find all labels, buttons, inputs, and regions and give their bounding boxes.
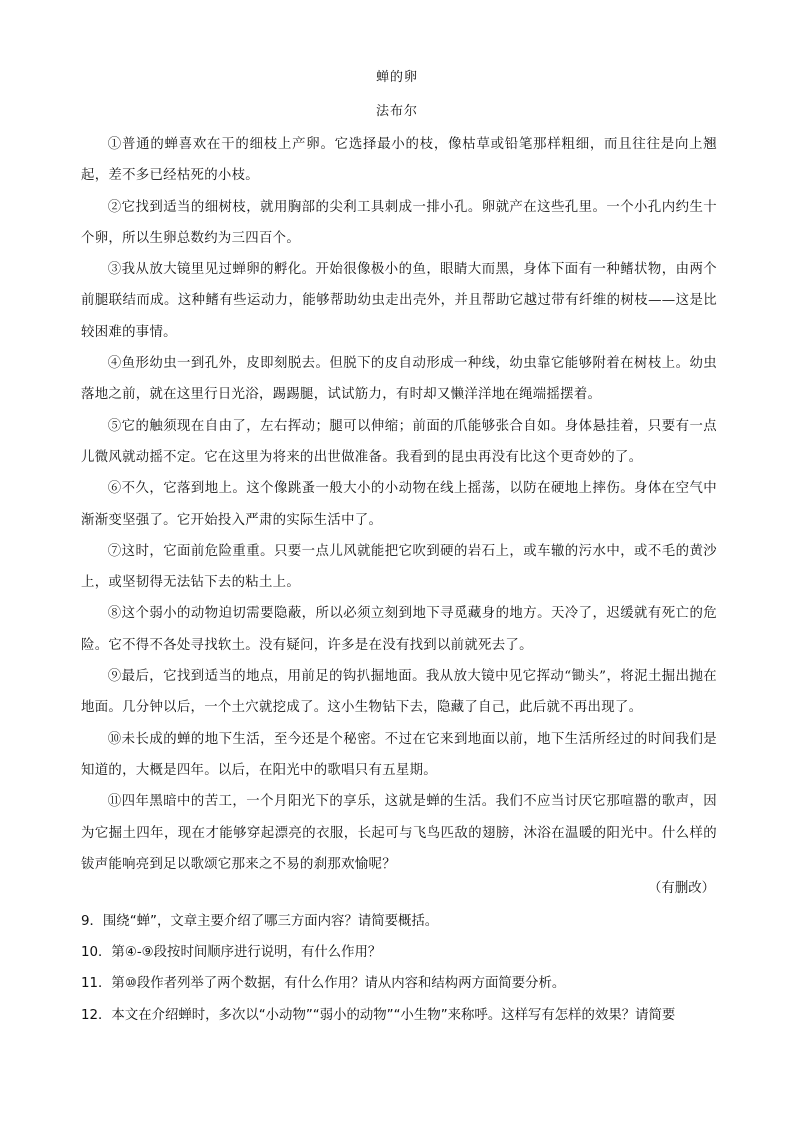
- paragraph-10: ⑩未长成的蝉的地下生活，至今还是个秘密。不过在它来到地面以前，地下生活所经过的时间我们是知道的，大概是四年。以后，在阳光中的歌唱只有五星期。: [81, 731, 717, 778]
- paragraph-2: ②它找到适当的细树枝，就用胸部的尖利工具刺成一排小孔。卵就产在这些孔里。一个小孔内约生十个卵，所以生卵总数约为三四百个。: [81, 199, 717, 246]
- paragraph-3: ③我从放大镜里见过蝉卵的孵化。开始很像极小的鱼，眼睛大而黑，身体下面有一种鳍状物，由两个前腿联结而成。这种鳍有些运动力，能够帮助幼虫走出壳外，并且帮助它越过带有纤维的树枝——这是比较困难的事情。: [81, 262, 717, 340]
- edit-note: （有删改）: [648, 881, 715, 896]
- paragraph-4: ④鱼形幼虫一到孔外，皮即刻脱去。但脱下的皮自动形成一种线，幼虫靠它能够附着在树枝上。幼虫落地之前，就在这里行日光浴，踢踢腿，试试筋力，有时却又懒洋洋地在绳端摇摆着。: [81, 356, 717, 403]
- question-list: [81, 906, 721, 1031]
- question-10: 10．第④-⑨段按时间顺序进行说明，有什么作用？: [81, 945, 382, 961]
- paragraph-6: ⑥不久，它落到地上。这个像跳蚤一般大小的小动物在线上摇荡，以防在硬地上摔伤。身体在空气中渐渐变坚强了。它开始投入严肃的实际生活中了。: [81, 481, 717, 528]
- question-12: 12．本文在介绍蝉时，多次以“小动物”“弱小的动物”“小生物”来称呼。这样写有怎样的效果？请简要: [81, 1007, 676, 1023]
- paragraph-9: ⑨最后，它找到适当的地点，用前足的钩扒掘地面。我从放大镜中见它挥动“锄头”，将泥土掘出抛在地面。几分钟以后，一个土穴就挖成了。这小生物钻下去，隐藏了自己，此后就不再出现了。: [81, 669, 717, 716]
- paragraph-11: ⑪四年黑暗中的苦工，一个月阳光下的享乐，这就是蝉的生活。我们不应当讨厌它那喧嚣的歌声，因为它掘土四年，现在才能够穿起漂亮的衣服，长起可与飞鸟匹敌的翅膀，沐浴在温暖的阳光中。什么样的钹声能响亮到足以歌颂它那来之不易的刹那欢愉呢？: [81, 794, 717, 872]
- article-title: 蝉的卵: [375, 70, 418, 85]
- article-body: [81, 129, 717, 880]
- paragraph-8: ⑧这个弱小的动物迫切需要隐蔽，所以必须立刻到地下寻觅藏身的地方。天冷了，迟缓就有死亡的危险。它不得不各处寻找软土。没有疑问，许多是在没有找到以前就死去了。: [81, 606, 717, 653]
- question-11: 11．第⑩段作者列举了两个数据，有什么作用？请从内容和结构两方面简要分析。: [81, 976, 566, 992]
- paragraph-5: ⑤它的触须现在自由了，左右挥动；腿可以伸缩；前面的爪能够张合自如。身体悬挂着，只要有一点儿微风就动摇不定。它在这里为将来的出世做准备。我看到的昆虫再没有比这个更奇妙的了。: [81, 418, 717, 465]
- question-9: 9．围绕“蝉”，文章主要介绍了哪三方面内容？请简要概括。: [81, 914, 439, 929]
- paragraph-1: ①普通的蝉喜欢在干的细枝上产卵。它选择最小的枝，像枯草或铅笔那样粗细，而且往往是向上翘起，差不多已经枯死的小枝。: [81, 137, 717, 184]
- article-author: 法布尔: [375, 104, 418, 119]
- paragraph-7: ⑦这时，它面前危险重重。只要一点儿风就能把它吹到硬的岩石上，或车辙的污水中，或不毛的黄沙上，或坚韧得无法钻下去的粘土上。: [81, 543, 717, 591]
